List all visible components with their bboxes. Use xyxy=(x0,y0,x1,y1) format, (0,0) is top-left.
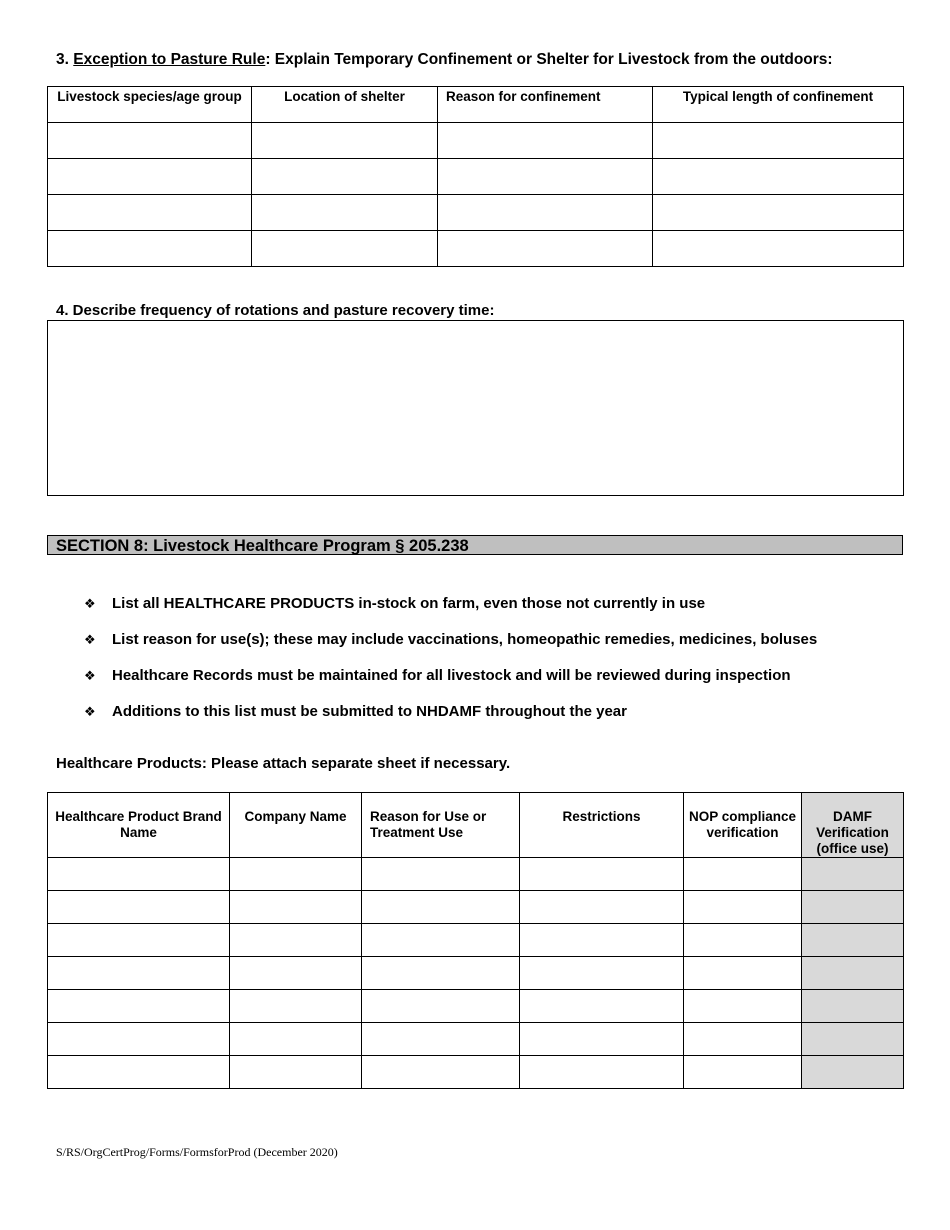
input-cell[interactable] xyxy=(48,990,230,1023)
col-typical-length: Typical length of confinement xyxy=(653,87,904,123)
table-row xyxy=(48,123,904,159)
bullet-text: List all HEALTHCARE PRODUCTS in-stock on farm, even those not currently in use xyxy=(112,595,706,612)
input-cell[interactable] xyxy=(48,891,230,924)
diamond-bullet-icon: ❖ xyxy=(84,633,96,648)
office-use-cell xyxy=(802,1023,904,1056)
table-row xyxy=(48,1023,904,1056)
input-cell[interactable] xyxy=(362,924,520,957)
input-cell[interactable] xyxy=(48,1056,230,1089)
input-cell[interactable] xyxy=(48,858,230,891)
question-3-heading xyxy=(56,51,833,69)
col-damf-verification: DAMF Verification (office use) xyxy=(802,793,904,858)
col-location-of-shelter: Location of shelter xyxy=(252,87,438,123)
col-livestock-species: Livestock species/age group xyxy=(48,87,252,123)
table-row xyxy=(48,891,904,924)
question-4-label: 4. Describe frequency of rotations and pasture recovery time: xyxy=(56,302,495,319)
confinement-table-header xyxy=(48,87,904,123)
input-cell[interactable] xyxy=(520,924,684,957)
input-cell[interactable] xyxy=(438,195,653,231)
col-company-name: Company Name xyxy=(230,793,362,858)
diamond-bullet-icon: ❖ xyxy=(84,597,96,612)
col-reason-for-use: Reason for Use or Treatment Use xyxy=(362,793,520,858)
input-cell[interactable] xyxy=(230,990,362,1023)
input-cell[interactable] xyxy=(362,957,520,990)
input-cell[interactable] xyxy=(230,924,362,957)
input-cell[interactable] xyxy=(230,891,362,924)
bullet-text: List reason for use(s); these may include vaccinations, homeopathic remedies, medicines, boluses xyxy=(112,631,818,648)
bullet-item xyxy=(84,595,705,612)
office-use-cell xyxy=(802,924,904,957)
input-cell[interactable] xyxy=(252,195,438,231)
input-cell[interactable] xyxy=(438,123,653,159)
input-cell[interactable] xyxy=(252,231,438,267)
input-cell[interactable] xyxy=(653,195,904,231)
input-cell[interactable] xyxy=(362,990,520,1023)
input-cell[interactable] xyxy=(684,1056,802,1089)
table-row xyxy=(48,858,904,891)
input-cell[interactable] xyxy=(520,1056,684,1089)
input-cell[interactable] xyxy=(48,123,252,159)
office-use-cell xyxy=(802,891,904,924)
input-cell[interactable] xyxy=(684,1023,802,1056)
diamond-bullet-icon: ❖ xyxy=(84,705,96,720)
input-cell[interactable] xyxy=(230,957,362,990)
input-cell[interactable] xyxy=(438,231,653,267)
input-cell[interactable] xyxy=(48,195,252,231)
input-cell[interactable] xyxy=(48,924,230,957)
table-row xyxy=(48,1056,904,1089)
input-cell[interactable] xyxy=(48,159,252,195)
input-cell[interactable] xyxy=(684,891,802,924)
input-cell[interactable] xyxy=(48,1023,230,1056)
input-cell[interactable] xyxy=(684,957,802,990)
input-cell[interactable] xyxy=(362,858,520,891)
input-cell[interactable] xyxy=(362,1056,520,1089)
bullet-item xyxy=(84,631,817,648)
input-cell[interactable] xyxy=(252,159,438,195)
input-cell[interactable] xyxy=(520,858,684,891)
input-cell[interactable] xyxy=(230,1056,362,1089)
input-cell[interactable] xyxy=(362,891,520,924)
input-cell[interactable] xyxy=(653,159,904,195)
input-cell[interactable] xyxy=(653,123,904,159)
office-use-cell xyxy=(802,957,904,990)
input-cell[interactable] xyxy=(520,891,684,924)
table-row xyxy=(48,957,904,990)
office-use-cell xyxy=(802,1056,904,1089)
col-nop-compliance: NOP compliance verification xyxy=(684,793,802,858)
col-brand-name: Healthcare Product Brand Name xyxy=(48,793,230,858)
form-footer: S/RS/OrgCertProg/Forms/FormsforProd (December 2020) xyxy=(56,1145,338,1159)
input-cell[interactable] xyxy=(230,858,362,891)
healthcare-table-header xyxy=(48,793,904,858)
healthcare-products-label: Healthcare Products: Please attach separate sheet if necessary. xyxy=(56,755,511,772)
question-3-number: 3. xyxy=(56,51,69,68)
bullet-item xyxy=(84,703,627,720)
bullet-text: Additions to this list must be submitted to NHDAMF throughout the year xyxy=(112,703,627,720)
input-cell[interactable] xyxy=(438,159,653,195)
table-row xyxy=(48,990,904,1023)
input-cell[interactable] xyxy=(684,858,802,891)
input-cell[interactable] xyxy=(684,924,802,957)
input-cell[interactable] xyxy=(48,957,230,990)
table-row xyxy=(48,159,904,195)
bullet-item xyxy=(84,667,791,684)
diamond-bullet-icon: ❖ xyxy=(84,669,96,684)
input-cell[interactable] xyxy=(520,1023,684,1056)
col-restrictions: Restrictions xyxy=(520,793,684,858)
question-3-title-rest: : Explain Temporary Confinement or Shelter for Livestock from the outdoors: xyxy=(265,51,833,68)
input-cell[interactable] xyxy=(362,1023,520,1056)
input-cell[interactable] xyxy=(653,231,904,267)
input-cell[interactable] xyxy=(684,990,802,1023)
col-reason-for-confinement: Reason for confinement xyxy=(438,87,653,123)
office-use-cell xyxy=(802,990,904,1023)
question-3-underlined-title: Exception to Pasture Rule xyxy=(73,51,266,68)
table-row xyxy=(48,195,904,231)
input-cell[interactable] xyxy=(520,990,684,1023)
section-8-header: SECTION 8: Livestock Healthcare Program § 205.238 xyxy=(47,535,903,555)
healthcare-products-table xyxy=(47,792,904,1089)
rotation-frequency-answer-box[interactable] xyxy=(47,320,904,496)
input-cell[interactable] xyxy=(48,231,252,267)
table-row xyxy=(48,924,904,957)
input-cell[interactable] xyxy=(230,1023,362,1056)
input-cell[interactable] xyxy=(520,957,684,990)
office-use-cell xyxy=(802,858,904,891)
input-cell[interactable] xyxy=(252,123,438,159)
bullet-text: Healthcare Records must be maintained for all livestock and will be reviewed during inspection xyxy=(112,667,791,684)
confinement-table xyxy=(47,86,904,267)
table-row xyxy=(48,231,904,267)
